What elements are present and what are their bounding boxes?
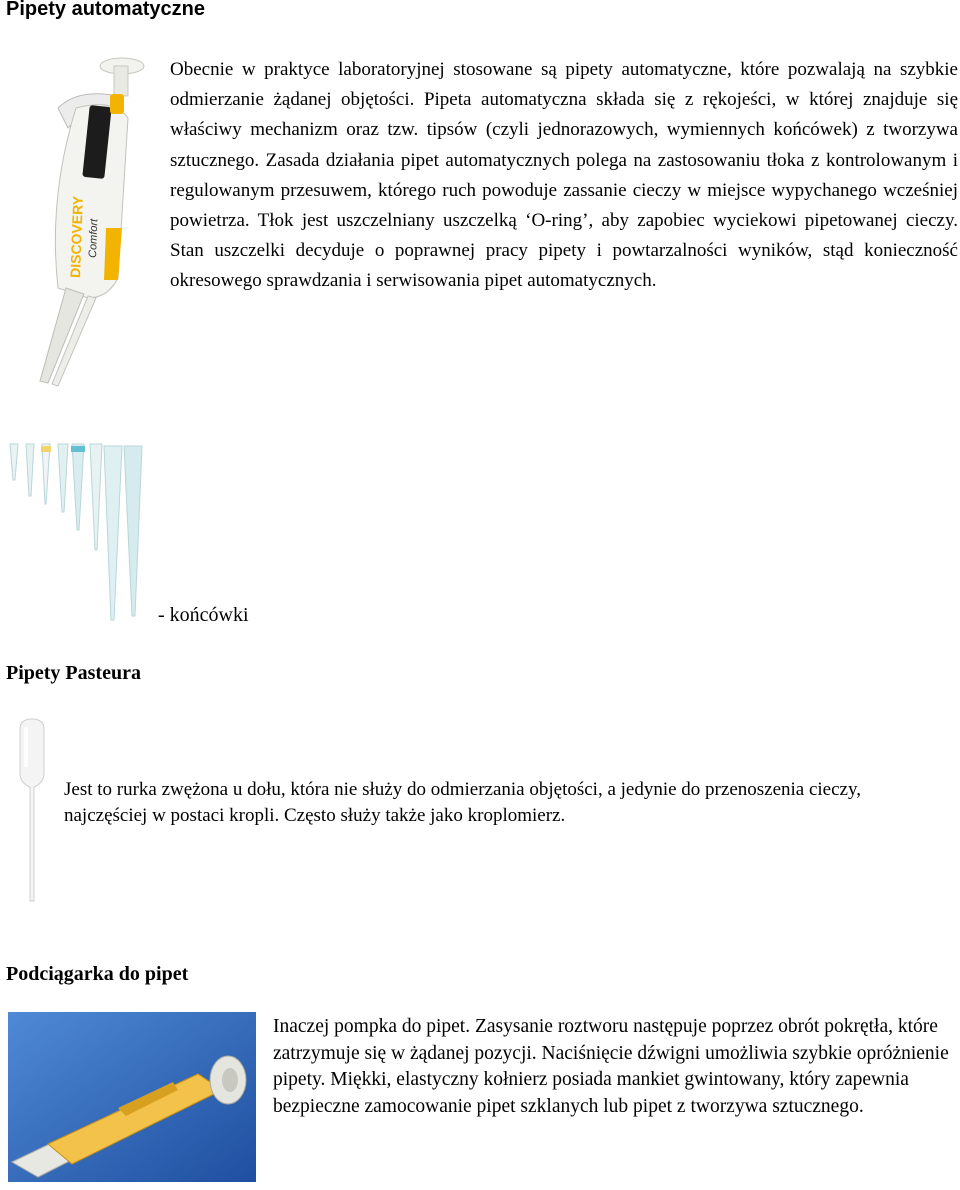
pasteur-pipette-image [12, 715, 52, 905]
pipette-model-label: Comfort [87, 218, 101, 259]
pipette-pump-image [8, 1012, 256, 1182]
pipette-brand-label: DISCOVERY [67, 195, 86, 279]
heading-pasteur-pipettes: Pipety Pasteura [6, 662, 141, 684]
pasteur-pipettes-paragraph: Jest to rurka zwężona u dołu, która nie służy do odmierzania objętości, a jedynie do przenoszenia cieczy, najczęściej w postaci kropli. Często służy także jako kroplomierz. [64, 779, 861, 826]
heading-pipette-pump: Podciągarka do pipet [6, 963, 189, 985]
automatic-pipettes-paragraph: Obecnie w praktyce laboratoryjnej stosowane są pipety automatyczne, które pozwalają na szybkie odmierzanie żądanej objętości. Pipeta automatyczna składa się z rękojeści, w której znajduje się właściwy mechanizm oraz tzw. tipsów (czyli jednorazowych, wymiennych końcówek) z tworzywa sztucznego. Zasada działania pipet automatycznych polega na zastosowaniu tłoka z kontrolowanym i regulowanym przesuwem, którego ruch powoduje zassanie cieczy w miejsce wypychanego wcześniej powietrza. Tłok jest uszczelniany uszczelką ‘O-ring’, aby zapobiec wyciekowi pipetowanej cieczy. Stan uszczelki decyduje o poprawnej pracy pipety i powtarzalności wyników, stąd konieczność okresowego sprawdzania i serwisowania pipet automatycznych. [170, 59, 958, 292]
heading-automatic-pipettes: Pipety automatyczne [6, 0, 205, 20]
automatic-pipette-image [18, 48, 148, 393]
pipette-pump-paragraph: Inaczej pompka do pipet. Zasysanie roztworu następuje poprzez obrót pokrętła, które zatrzymuje się w żądanej pozycji. Naciśnięcie dźwigni umożliwia szybkie opróżnienie pipety. Miękki, elastyczny kołnierz posiada mankiet gwintowany, który zapewnia bezpieczne zamocowanie pipet szklanych lub pipet z tworzywa sztucznego. [273, 1016, 949, 1117]
tips-caption: - końcówki [158, 604, 249, 626]
pipette-tips-image [4, 440, 152, 630]
